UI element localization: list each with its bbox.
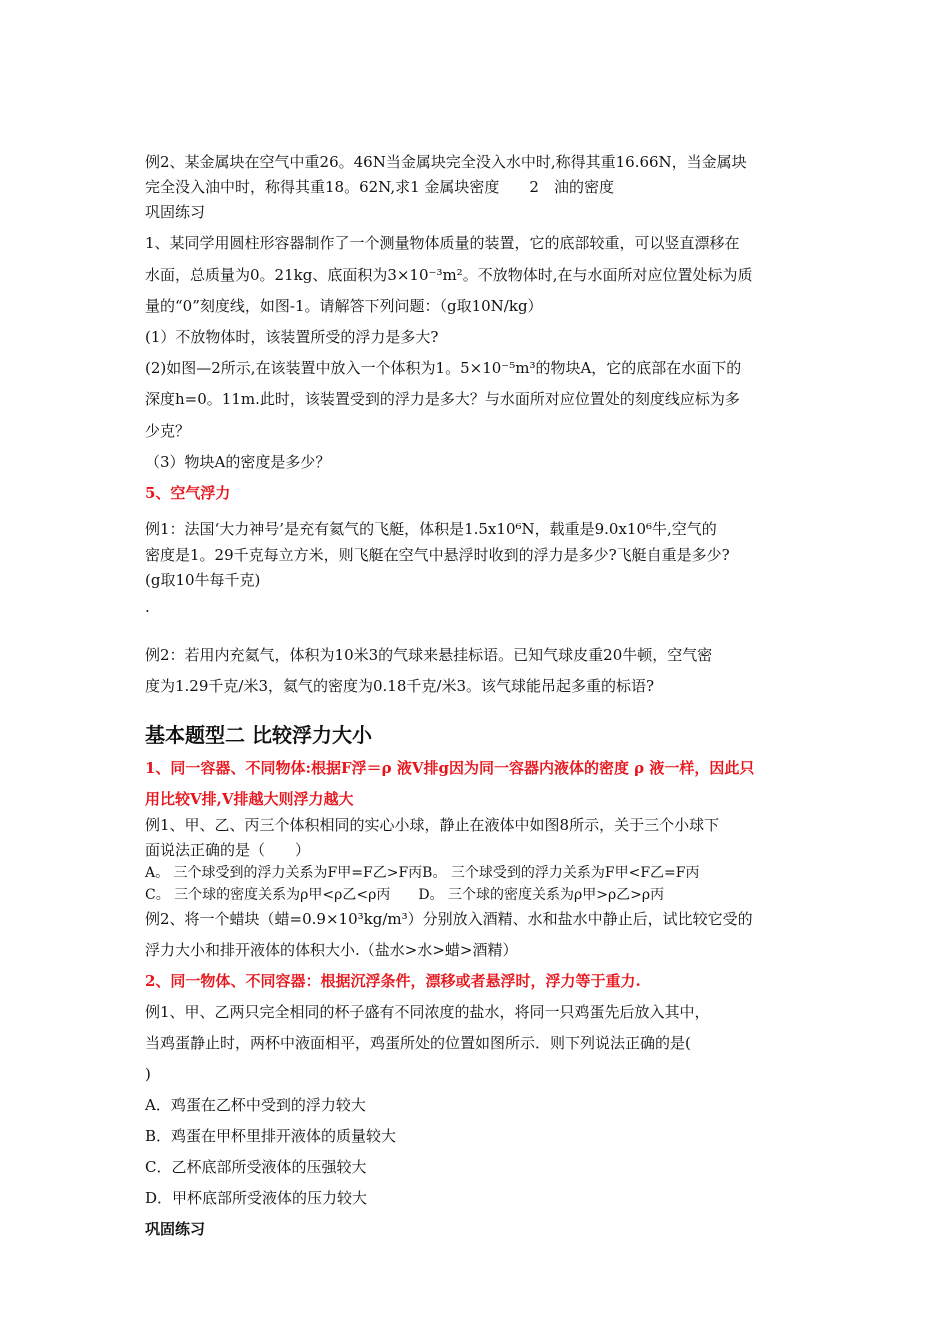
text-line: 例2、将一个蜡块（蜡=0.9×10³kg/m³）分别放入酒精、水和盐水中静止后，试比较它受的	[145, 910, 753, 928]
option-line: B．鸡蛋在甲杯里排开液体的质量较大	[145, 1127, 397, 1145]
option-line: A．鸡蛋在乙杯中受到的浮力较大	[145, 1096, 366, 1114]
section-heading: 2、同一物体、不同容器：根据沉浮条件，漂移或者悬浮时，浮力等于重力.	[145, 972, 641, 990]
text-line: 巩固练习	[145, 203, 206, 221]
text-line: 水面，总质量为0。21kg、底面积为3×10⁻³m²。不放物体时,在与水面所对应位置处标为质	[145, 266, 753, 284]
text-line: 量的“0”刻度线，如图-1。请解答下列问题：（g取10N/kg）	[145, 297, 543, 315]
text-line: 度为1.29千克/米3，氦气的密度为0.18千克/米3。该气球能吊起多重的标语?	[145, 677, 655, 695]
text-line: 深度h=0。11m.此时，该装置受到的浮力是多大？与水面所对应位置处的刻度线应标为多	[145, 390, 740, 408]
text-line: )	[145, 1065, 151, 1083]
option-line: C．乙杯底部所受液体的压强较大	[145, 1158, 367, 1176]
text-line: 例1：法国‘大力神号’是充有氦气的飞艇，体积是1.5x10⁶N，载重是9.0x10⁶牛,空气的	[145, 520, 717, 538]
section-heading: 5、空气浮力	[145, 484, 231, 502]
text-line: 例1、甲、乙两只完全相同的杯子盛有不同浓度的盐水，将同一只鸡蛋先后放入其中，	[145, 1003, 710, 1021]
text-line: 密度是1。29千克每立方米，则飞艇在空气中悬浮时收到的浮力是多少?飞艇自重是多少?	[145, 546, 730, 564]
text-line: 当鸡蛋静止时，两杯中液面相平，鸡蛋所处的位置如图所示．则下列说法正确的是(	[145, 1034, 691, 1052]
option-line: D．甲杯底部所受液体的压力较大	[145, 1189, 368, 1207]
text-line: 面说法正确的是（ ）	[145, 841, 311, 859]
text-line: (1）不放物体时，该装置所受的浮力是多大?	[145, 328, 439, 346]
text-line: .	[145, 598, 150, 616]
text-line: 少克？	[145, 422, 191, 440]
text-line: 例2、某金属块在空气中重26。46N当金属块完全没入水中时,称得其重16.66N，当金属块	[145, 153, 747, 171]
text-line: 完全没入油中时，称得其重18。62N,求1 金属块密度 2 油的密度	[145, 178, 614, 196]
text-line: 1、某同学用圆柱形容器制作了一个测量物体质量的装置，它的底部较重，可以竖直漂移在	[145, 234, 740, 252]
consolidation-heading: 巩固练习	[145, 1220, 206, 1238]
option-line: C。 三个球的密度关系为ρ甲<ρ乙<ρ丙 D。 三个球的密度关系为ρ甲>ρ乙>ρ丙	[145, 887, 665, 903]
text-line: (2)如图—2所示,在该装置中放入一个体积为1。5×10⁻⁵m³的物块A，它的底部在水面下的	[145, 359, 742, 377]
text-line: 浮力大小和排开液体的体积大小.（盐水>水>蜡>酒精）	[145, 941, 518, 959]
text-line: 例2：若用内充氦气，体积为10米3的气球来悬挂标语。已知气球皮重20牛顿，空气密	[145, 646, 713, 664]
section-heading: 用比较V排,V排越大则浮力越大	[145, 790, 354, 808]
text-line: (g取10牛每千克)	[145, 571, 261, 589]
section-heading: 1、同一容器、不同物体:根据F浮＝ρ 液V排g因为同一容器内液体的密度 ρ 液一样，因此只	[145, 759, 755, 777]
heading-type-two: 基本题型二 比较浮力大小	[145, 723, 372, 747]
text-line: （3）物块A的密度是多少？	[145, 453, 331, 471]
text-line: 例1、甲、乙、丙三个体积相同的实心小球，静止在液体中如图8所示，关于三个小球下	[145, 816, 720, 834]
option-line: A。 三个球受到的浮力关系为F甲=F乙>F丙B。 三个球受到的浮力关系为F甲<F乙=F丙	[145, 865, 700, 881]
